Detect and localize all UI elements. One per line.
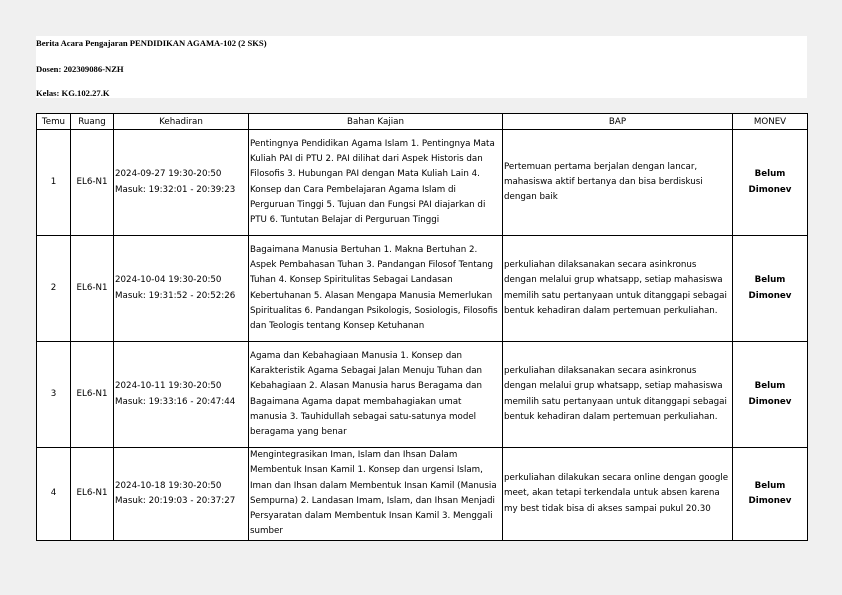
bap-cell xyxy=(503,448,733,541)
col-header-ruang: Ruang xyxy=(71,114,114,130)
monev-cell: Belum Dimonev xyxy=(733,342,808,448)
bap-table xyxy=(36,113,808,541)
temu-cell: 4 xyxy=(37,448,71,541)
table-row xyxy=(37,342,808,448)
bahan-kajian-cell xyxy=(249,342,503,448)
jadwal-text: 2024-10-11 19:30-20:50 xyxy=(115,381,222,392)
bap-cell xyxy=(503,342,733,448)
table-row xyxy=(37,448,808,541)
ruang-cell: EL6-N1 xyxy=(71,236,114,342)
table-header-row xyxy=(37,114,808,130)
col-header-bap: BAP xyxy=(503,114,733,130)
masuk-text: Masuk: 19:31:52 - 20:52:26 xyxy=(115,290,236,301)
bap-text: perkuliahan dilaksanakan secara asinkronus dengan melalui grup whatsapp, setiap mahasiswa memilih satu pertanyaan untuk ditanggapi sebagai bentuk kehadiran dalam pertemuan perkuliahan. xyxy=(504,259,727,316)
jadwal-text: 2024-10-04 19:30-20:50 xyxy=(115,275,222,286)
monev-cell: Belum Dimonev xyxy=(733,236,808,342)
masuk-text: Masuk: 19:32:01 - 20:39:23 xyxy=(115,184,236,195)
temu-cell: 1 xyxy=(37,130,71,236)
bahan-kajian-text: Agama dan Kebahagiaan Manusia 1. Konsep dan Karakteristik Agama Sebagai Jalan Menuju Tuhan dan Kebahagiaan 2. Alasan Manusia harus Beragama dan Bagaimana Agama dapat membahagiakan umat manusia 3. Tauhidullah sebagai satu-satunya model beragama yang benar xyxy=(250,350,483,438)
table-row xyxy=(37,236,808,342)
bap-text: perkuliahan dilaksanakan secara asinkronus dengan melalui grup whatsapp, setiap mahasiswa memilih satu pertanyaan untuk ditanggapi sebagai bentuk kehadiran dalam pertemuan perkuliahan. xyxy=(504,365,727,422)
col-header-bahan-kajian: Bahan Kajian xyxy=(249,114,503,130)
masuk-text: Masuk: 20:19:03 - 20:37:27 xyxy=(115,495,236,506)
ruang-cell: EL6-N1 xyxy=(71,130,114,236)
jadwal-text: 2024-10-18 19:30-20:50 xyxy=(115,480,222,491)
monev-cell: Belum Dimonev xyxy=(733,130,808,236)
dosen-label: Dosen: 202309086-NZH xyxy=(36,64,124,74)
report-header xyxy=(36,36,807,98)
monev-cell: Belum Dimonev xyxy=(733,448,808,541)
bap-cell xyxy=(503,130,733,236)
bahan-kajian-cell xyxy=(249,130,503,236)
report-title: Berita Acara Pengajaran PENDIDIKAN AGAMA-102 (2 SKS) xyxy=(36,38,267,48)
bahan-kajian-cell xyxy=(249,236,503,342)
bahan-kajian-text: Pentingnya Pendidikan Agama Islam 1. Pentingnya Mata Kuliah PAI di PTU 2. PAI dilihat dari Aspek Historis dan Filosofis 3. Hubungan PAI dengan Mata Kuliah Lain 4. Konsep dan Cara Pembelajaran Agama Islam di Perguruan Tinggi 5. Tujuan dan Fungsi PAI diajarkan di PTU 6. Tuntutan Belajar di Perguruan Tinggi xyxy=(250,138,495,226)
kehadiran-cell xyxy=(114,448,249,541)
ruang-cell: EL6-N1 xyxy=(71,342,114,448)
col-header-kehadiran: Kehadiran xyxy=(114,114,249,130)
col-header-temu: Temu xyxy=(37,114,71,130)
col-header-monev: MONEV xyxy=(733,114,808,130)
bap-text: Pertemuan pertama berjalan dengan lancar, mahasiswa aktif bertanya dan bisa berdiskusi dengan baik xyxy=(504,161,703,203)
masuk-text: Masuk: 19:33:16 - 20:47:44 xyxy=(115,396,236,407)
kehadiran-cell xyxy=(114,236,249,342)
bap-cell xyxy=(503,236,733,342)
bap-text: perkuliahan dilakukan secara online dengan google meet, akan tetapi terkendala untuk absen karena my best tidak bisa di akses sampai pukul 20.30 xyxy=(504,472,729,514)
kelas-label: Kelas: KG.102.27.K xyxy=(36,88,110,98)
jadwal-text: 2024-09-27 19:30-20:50 xyxy=(115,169,222,180)
bahan-kajian-text: Mengintegrasikan Iman, Islam dan Ihsan Dalam Membentuk Insan Kamil 1. Konsep dan urgensi Islam, Iman dan Ihsan dalam Membentuk Insan Kamil (Manusia Sempurna) 2. Landasan Imam, Islam, dan Ihsan Menjadi Persyaratan dalam Membentuk Insan Kamil 3. Menggali sumber xyxy=(250,450,497,537)
kehadiran-cell xyxy=(114,342,249,448)
temu-cell: 3 xyxy=(37,342,71,448)
bahan-kajian-text: Bagaimana Manusia Bertuhan 1. Makna Bertuhan 2. Aspek Pembahasan Tuhan 3. Pandangan Filosof Tentang Tuhan 4. Konsep Spiritulitas Sebagai Landasan Kebertuhanan 5. Alasan Mengapa Manusia Memerlukan Spiritualitas 6. Pandangan Psikologis, Sosiologis, Filosofis dan Teologis tentang Konsep Ketuhanan xyxy=(250,244,498,332)
table-row xyxy=(37,130,808,236)
bahan-kajian-cell xyxy=(249,448,503,541)
kehadiran-cell xyxy=(114,130,249,236)
temu-cell: 2 xyxy=(37,236,71,342)
ruang-cell: EL6-N1 xyxy=(71,448,114,541)
